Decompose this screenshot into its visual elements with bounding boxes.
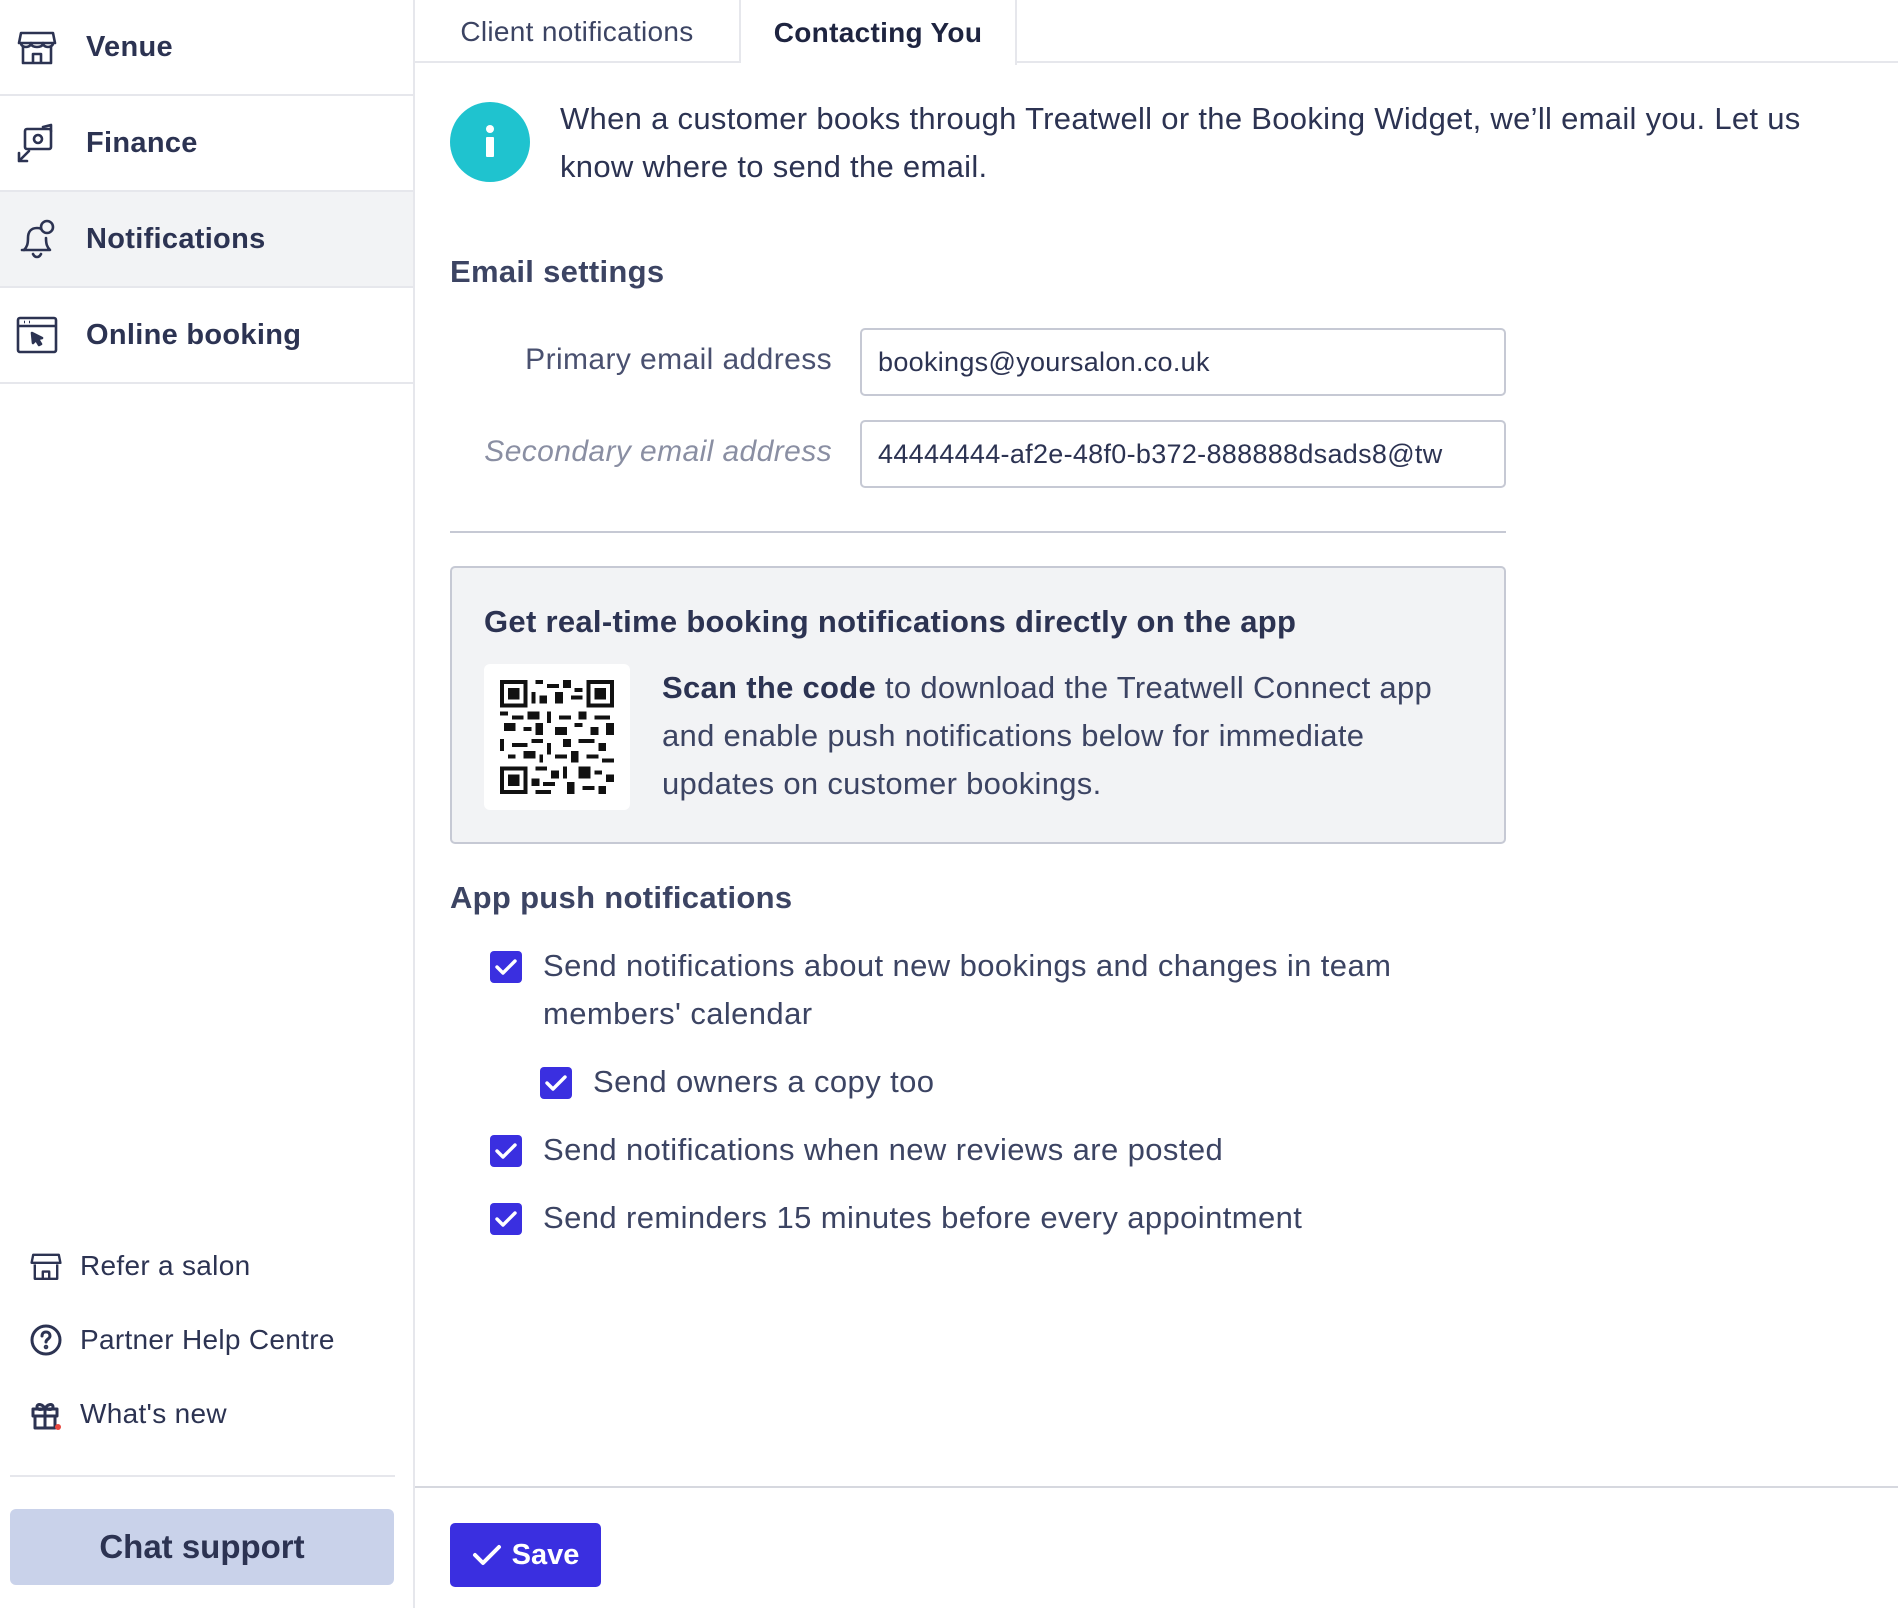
primary-email-input[interactable] bbox=[860, 328, 1506, 396]
sidebar-item-online-booking[interactable] bbox=[0, 288, 413, 384]
sidebar-item-venue[interactable] bbox=[0, 0, 413, 96]
sidebar-item-finance[interactable] bbox=[0, 96, 413, 192]
option-owners-copy[interactable] bbox=[540, 1065, 934, 1106]
email-settings-title: Email settings bbox=[450, 254, 665, 289]
check-icon bbox=[472, 1543, 502, 1567]
gift-icon bbox=[28, 1396, 64, 1432]
refer-a-salon-link[interactable] bbox=[28, 1241, 408, 1291]
sidebar-divider bbox=[10, 1475, 395, 1477]
storefront-icon bbox=[14, 24, 60, 70]
option-label: Send notifications about new bookings and changes in team members' calendar bbox=[543, 948, 1392, 1031]
sidebar-item-label: Venue bbox=[86, 30, 173, 63]
option-label: Send owners a copy too bbox=[593, 1064, 935, 1099]
checkbox-checked[interactable] bbox=[540, 1067, 572, 1099]
checkbox-checked[interactable] bbox=[490, 951, 522, 983]
tab-contacting-you[interactable]: Contacting You bbox=[741, 0, 1017, 65]
option-label: Send notifications when new reviews are posted bbox=[543, 1132, 1224, 1167]
primary-email-label: Primary email address bbox=[525, 343, 832, 376]
save-button[interactable] bbox=[450, 1523, 601, 1587]
info-icon bbox=[450, 102, 530, 182]
help-circle-icon bbox=[28, 1322, 64, 1358]
browser-cursor-icon bbox=[14, 312, 60, 358]
option-new-reviews[interactable] bbox=[490, 1133, 1223, 1174]
bell-icon bbox=[14, 216, 60, 262]
option-new-bookings[interactable] bbox=[490, 949, 1520, 1038]
option-reminders[interactable] bbox=[490, 1201, 1302, 1242]
app-promo-text bbox=[662, 664, 1482, 808]
storefront-icon bbox=[28, 1248, 64, 1284]
sidebar-item-label: Online booking bbox=[86, 318, 302, 351]
partner-help-centre-link[interactable] bbox=[28, 1315, 408, 1365]
app-promo-text-rest: to download the Treatwell Connect app and enable push notifications below for immediate updates on customer bookings. bbox=[662, 670, 1433, 801]
app-promo-text-strong: Scan the code bbox=[662, 670, 877, 705]
info-message: When a customer books through Treatwell or the Booking Widget, we’ll email you. Let us know where to send the email. bbox=[560, 101, 1801, 184]
section-divider bbox=[450, 531, 1506, 533]
footer-divider bbox=[415, 1486, 1898, 1488]
tab-bar bbox=[415, 0, 1898, 63]
secondary-email-label: Secondary email address bbox=[484, 435, 832, 468]
refer-a-salon-label: Refer a salon bbox=[80, 1250, 251, 1281]
secondary-email-input[interactable] bbox=[860, 420, 1506, 488]
app-promo-title: Get real-time booking notifications directly on the app bbox=[484, 604, 1297, 639]
checkbox-checked[interactable] bbox=[490, 1203, 522, 1235]
checkbox-checked[interactable] bbox=[490, 1135, 522, 1167]
sidebar-item-label: Notifications bbox=[86, 222, 266, 255]
qr-code-icon bbox=[484, 664, 630, 810]
push-notifications-title: App push notifications bbox=[450, 880, 793, 915]
sidebar bbox=[0, 0, 415, 1608]
app-promo-box bbox=[450, 566, 1506, 844]
finance-exchange-icon bbox=[14, 120, 60, 166]
option-label: Send reminders 15 minutes before every appointment bbox=[543, 1200, 1303, 1235]
whats-new-link[interactable] bbox=[28, 1389, 408, 1439]
whats-new-label: What's new bbox=[80, 1398, 227, 1429]
save-label: Save bbox=[511, 1538, 580, 1571]
partner-help-centre-label: Partner Help Centre bbox=[80, 1324, 335, 1355]
sidebar-item-notifications[interactable] bbox=[0, 192, 413, 288]
chat-support-button[interactable]: Chat support bbox=[10, 1509, 394, 1585]
tab-client-notifications[interactable]: Client notifications bbox=[415, 0, 741, 63]
sidebar-item-label: Finance bbox=[86, 126, 198, 159]
